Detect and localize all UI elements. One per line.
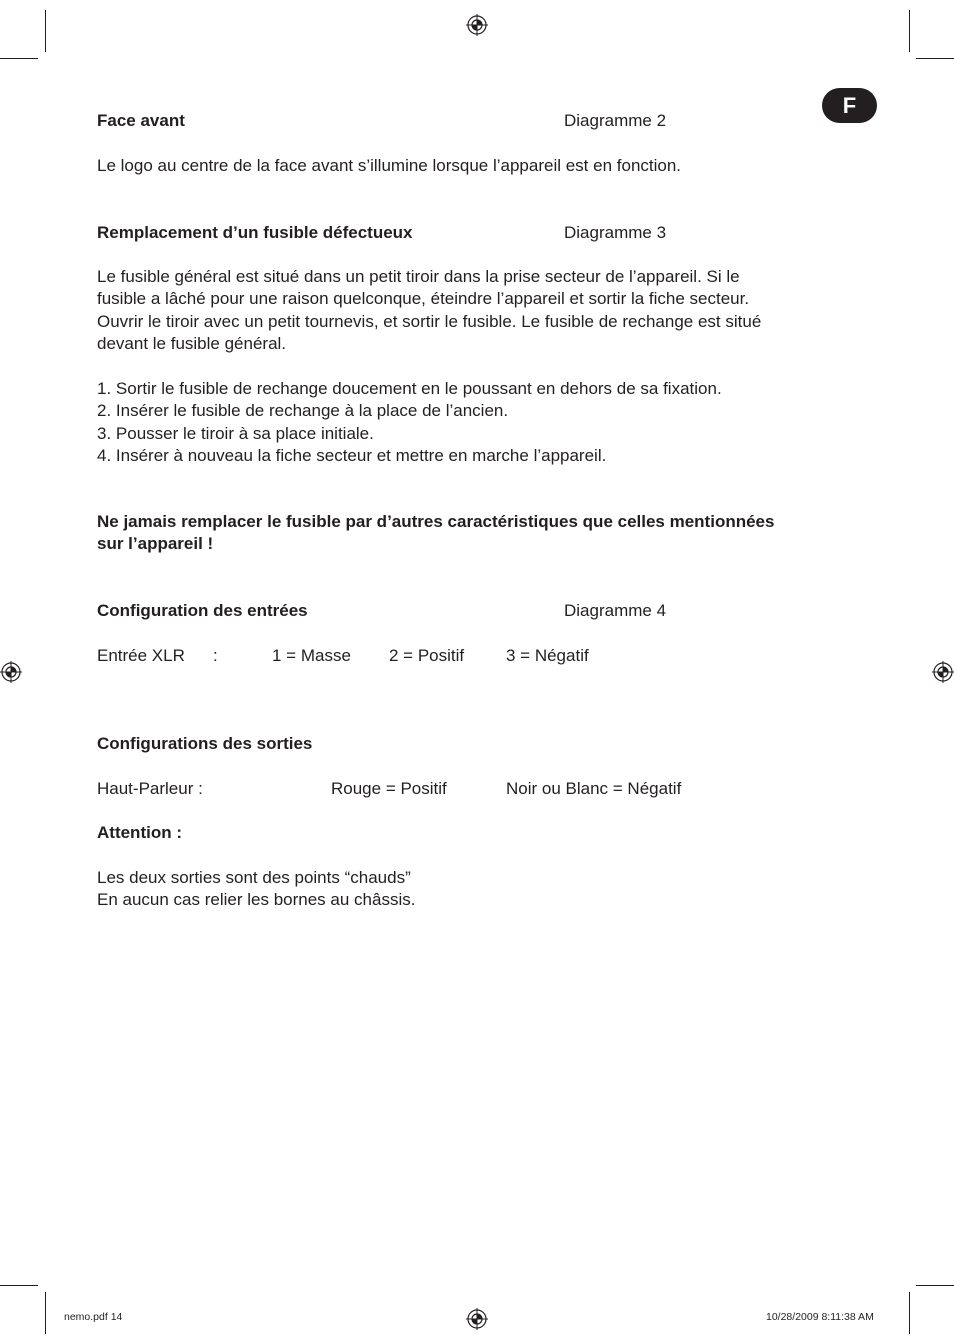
section-title-sorties: Configurations des sorties xyxy=(97,734,313,753)
diagram-reference: Diagramme 4 xyxy=(564,601,667,620)
registration-mark-icon xyxy=(932,661,954,683)
section-title-fusible: Remplacement d’un fusible défectueux xyxy=(97,223,413,242)
warning-line: sur l’appareil ! xyxy=(97,534,214,554)
list-item: 3. Pousser le tiroir à sa place initiale. xyxy=(97,423,374,443)
paragraph: Le logo au centre de la face avant s’illumine lorsque l’appareil est en fonction. xyxy=(97,156,682,175)
crop-mark xyxy=(916,58,954,59)
text-line: En aucun cas relier les bornes au châssis. xyxy=(97,890,416,910)
attention-title: Attention : xyxy=(97,823,182,842)
footer-file: nemo.pdf 14 xyxy=(64,1311,123,1323)
text-line: Le fusible général est situé dans un petit tiroir dans la prise secteur de l’appareil. Si le xyxy=(97,267,740,286)
xlr-pin-2: 2 = Positif xyxy=(389,646,465,665)
footer-timestamp: 10/28/2009 8:11:38 AM xyxy=(766,1311,874,1323)
list-item: 1. Sortir le fusible de rechange doucement en le poussant en dehors de sa fixation. xyxy=(97,379,722,398)
diagram-reference: Diagramme 2 xyxy=(564,111,667,130)
language-badge: F xyxy=(822,88,877,123)
xlr-colon: : xyxy=(213,646,218,665)
registration-mark-icon xyxy=(466,1308,488,1330)
crop-mark xyxy=(0,58,38,59)
registration-mark-icon xyxy=(0,661,22,683)
xlr-pin-1: 1 = Masse xyxy=(272,646,351,665)
list-item: 4. Insérer à nouveau la fiche secteur et mettre en marche l’appareil. xyxy=(97,445,607,465)
section-title-face-avant: Face avant xyxy=(97,111,185,130)
speaker-negative: Noir ou Blanc = Négatif xyxy=(506,779,682,798)
xlr-pin-3: 3 = Négatif xyxy=(506,646,589,665)
section-title-entrees: Configuration des entrées xyxy=(97,601,308,620)
xlr-label: Entrée XLR xyxy=(97,646,185,665)
attention-text xyxy=(97,867,857,912)
fusible-warning xyxy=(97,511,857,556)
warning-line: Ne jamais remplacer le fusible par d’autres caractéristiques que celles mentionnées xyxy=(97,512,775,531)
crop-mark xyxy=(45,1292,46,1334)
speaker-label: Haut-Parleur : xyxy=(97,779,203,798)
list-item: 2. Insérer le fusible de rechange à la place de l’ancien. xyxy=(97,401,509,421)
fusible-description xyxy=(97,266,857,355)
crop-mark xyxy=(45,10,46,52)
text-line: Les deux sorties sont des points “chauds” xyxy=(97,868,411,887)
crop-mark xyxy=(0,1285,38,1286)
crop-mark xyxy=(909,1292,910,1334)
text-line: devant le fusible général. xyxy=(97,333,287,353)
registration-mark-icon xyxy=(466,14,488,36)
text-line: Ouvrir le tiroir avec un petit tournevis, et sortir le fusible. Le fusible de rechange est situé xyxy=(97,311,762,331)
text-line: fusible a lâché pour une raison quelconque, éteindre l’appareil et sortir la fiche secteur. xyxy=(97,289,750,309)
speaker-positive: Rouge = Positif xyxy=(331,779,447,798)
crop-mark xyxy=(909,10,910,52)
crop-mark xyxy=(916,1285,954,1286)
diagram-reference: Diagramme 3 xyxy=(564,223,667,242)
fusible-steps-list xyxy=(97,378,857,467)
